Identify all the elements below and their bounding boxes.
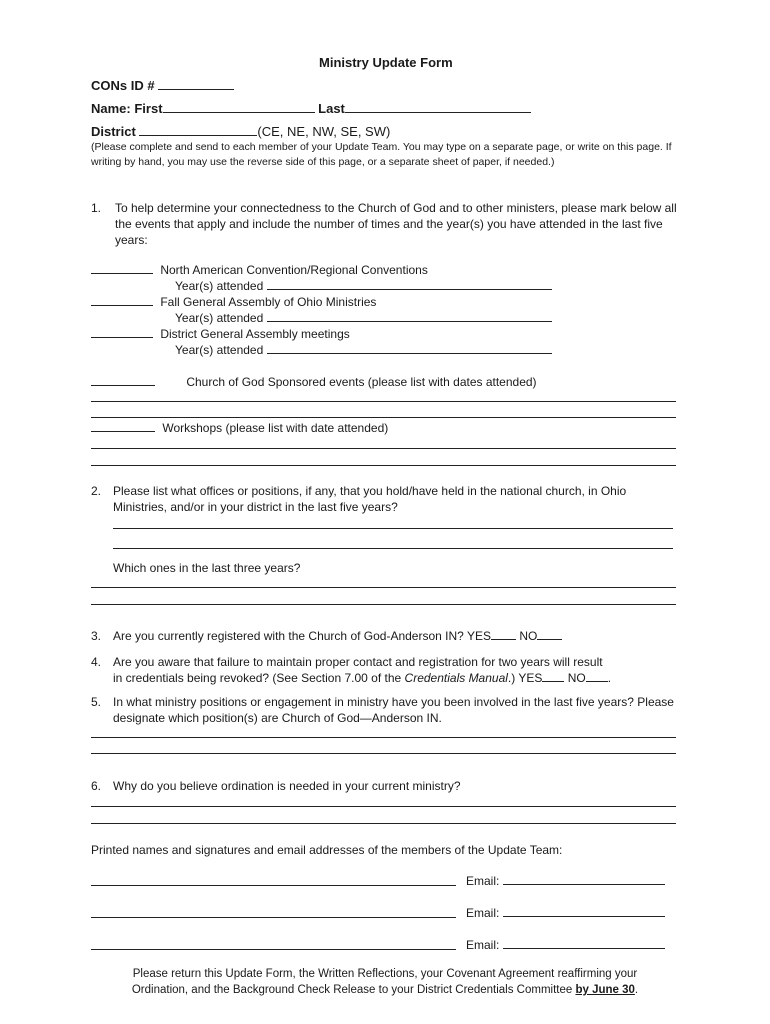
q2-text: Please list what offices or positions, if any, that you hold/have held in the national church, in Ohio Ministries, and/or in your district in the last five years? [113,484,627,514]
footer-line-2 [60,982,710,998]
q3-no-field[interactable] [537,628,562,640]
email-label: Email: [466,938,500,952]
q1-number: 1. [91,201,102,215]
sponsored-row [91,374,537,390]
event-row [91,294,376,310]
team-member-name-line[interactable] [91,949,456,950]
last-name-field[interactable] [345,101,531,113]
q4-yes-label: .) YES [507,671,543,685]
event-label: North American Convention/Regional Conventions [160,263,428,277]
event-count-field[interactable] [91,326,153,338]
answer-line[interactable] [91,753,676,754]
event-row [91,326,350,342]
years-label: Year(s) attended [175,279,264,293]
answer-line[interactable] [91,465,676,466]
years-field[interactable] [267,278,552,290]
name-last-label: Last [318,101,345,116]
instructions: (Please complete and send to each member of your Update Team. You may type on a separate page, or write on this page. If writing by hand, you may use the reverse side of this page, or a separate sheet of paper, if needed.) [91,141,672,168]
q4-number: 4. [91,655,102,669]
q5-text: In what ministry positions or engagement in ministry have you been involved in the last five years? Please designate which position(s) are Church of God—Anderson IN. [113,695,674,725]
q4-no-label: NO [567,671,586,685]
answer-line[interactable] [113,548,673,549]
q2-followup: Which ones in the last three years? [113,561,301,575]
email-field[interactable] [503,937,665,949]
q3-no-label: NO [519,629,538,643]
deadline: by June 30 [575,984,635,996]
answer-line[interactable] [113,528,673,529]
years-field[interactable] [267,310,552,322]
q4-line2 [113,670,611,686]
footer-period: . [634,984,639,996]
team-email-row [466,905,665,921]
team-email-row [466,873,665,889]
sponsored-label: Church of God Sponsored events (please list with dates attended) [186,375,537,389]
footer-note [60,966,710,998]
event-years-row [175,342,552,358]
q1-text: To help determine your connectedness to the Church of God and to other ministers, please mark below all the events that apply and include the number of times and the year(s) you have attended in the last five years: [115,201,677,247]
team-member-name-line[interactable] [91,917,456,918]
q6-text: Why do you believe ordination is needed in your current ministry? [113,779,461,793]
credentials-manual: Credentials Manual [404,671,508,685]
q5-number: 5. [91,695,102,709]
email-field[interactable] [503,873,665,885]
footer-line: Please return this Update Form, the Written Reflections, your Covenant Agreement reaffirming your [132,968,638,980]
q4-yes-field[interactable] [542,670,564,682]
q2-number: 2. [91,484,102,498]
workshops-label: Workshops (please list with date attended) [162,421,389,435]
q4-line2-start: in credentials being revoked? (See Section 7.00 of the [113,671,405,685]
workshops-count-field[interactable] [91,420,155,432]
team-intro: Printed names and signatures and email addresses of the members of the Update Team: [91,843,563,857]
event-years-row [175,310,552,326]
name-row [91,101,531,116]
page-title: Ministry Update Form [319,55,453,70]
cons-id-label: CONs ID # [91,78,155,93]
answer-line[interactable] [91,448,676,449]
cons-id-row [91,78,234,93]
q3-text: Are you currently registered with the Church of God-Anderson IN? YES [113,629,491,643]
answer-line[interactable] [91,806,676,807]
district-label: District [91,124,136,139]
email-label: Email: [466,906,500,920]
years-field[interactable] [267,342,552,354]
event-count-field[interactable] [91,262,153,274]
years-label: Year(s) attended [175,311,264,325]
sponsored-count-field[interactable] [91,374,155,386]
cons-id-field[interactable] [158,78,234,90]
workshops-row [91,420,388,436]
team-member-name-line[interactable] [91,885,456,886]
event-years-row [175,278,552,294]
footer-line-2-text: Ordination, and the Background Check Release to your District Credentials Committee [131,984,576,996]
district-field[interactable] [139,124,257,136]
team-email-row [466,937,665,953]
event-label: District General Assembly meetings [160,327,350,341]
q4-period: . [607,671,612,685]
q4-line1: Are you aware that failure to maintain proper contact and registration for two years will result [113,655,603,669]
answer-line[interactable] [91,401,676,402]
name-first-label: Name: First [91,101,163,116]
q6-number: 6. [91,779,102,793]
answer-line[interactable] [91,737,676,738]
event-row [91,262,428,278]
answer-line[interactable] [91,587,676,588]
q3-row [113,628,562,644]
district-row [91,124,390,139]
q3-yes-field[interactable] [491,628,516,640]
event-label: Fall General Assembly of Ohio Ministries [160,295,377,309]
q4-no-field[interactable] [586,670,608,682]
years-label: Year(s) attended [175,343,264,357]
event-count-field[interactable] [91,294,153,306]
first-name-field[interactable] [163,101,315,113]
email-label: Email: [466,874,500,888]
answer-line[interactable] [91,604,676,605]
district-options: (CE, NE, NW, SE, SW) [257,124,391,139]
answer-line[interactable] [91,823,676,824]
answer-line[interactable] [91,417,676,418]
email-field[interactable] [503,905,665,917]
q3-number: 3. [91,629,102,643]
